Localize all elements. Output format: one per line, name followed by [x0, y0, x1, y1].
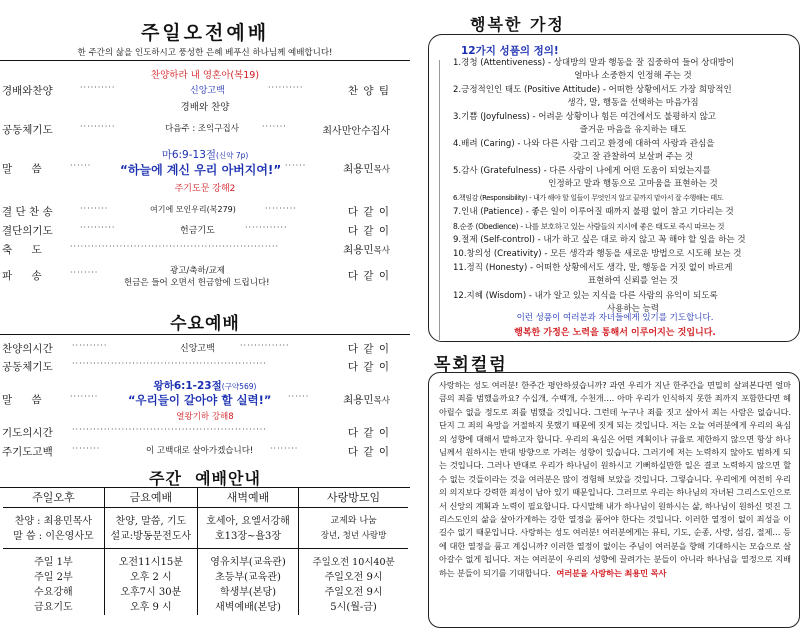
praise-label: 경배와찬양: [2, 85, 53, 97]
schedule-cell: 주일 1부: [34, 557, 73, 568]
schedule-cell: 말 씀 : 이은영사모: [3, 529, 104, 549]
scripture-ref: 마6:9-13절: [161, 149, 217, 161]
schedule-row: [3, 529, 408, 549]
schedule-row: [3, 570, 408, 585]
dotted-leader: ·······················································: [72, 425, 267, 434]
dotted-leader: ······: [70, 161, 92, 170]
wed-pray-label: 기도의시간: [2, 427, 53, 439]
dotted-leader: ··········: [80, 223, 116, 232]
trait-item: 4.배려 (Caring) - 나와 다른 사람 그리고 환경에 대하여 사랑과 관심을 갖고 잘 관찰하여 보살펴 주는 것: [453, 139, 715, 162]
schedule-header: 금요예배: [104, 487, 197, 508]
prayer-mid: 다음주 : 조익구집사: [165, 124, 239, 134]
dotted-leader: ········: [70, 268, 99, 277]
dotted-leader: ·········: [265, 204, 297, 213]
family-closing-blue: 이런 성품이 여러분과 자녀들에게 있기를 기도합니다.: [516, 313, 714, 323]
wed-praise-mid: 신앙고백: [180, 344, 215, 354]
sermon-series: 주기도문 강해2: [174, 184, 236, 194]
decision-prayer-label: 결단의기도: [2, 225, 53, 237]
schedule-cell: 초등부(교육관): [197, 570, 298, 585]
schedule-cell: 새벽예배(본당): [197, 600, 298, 615]
trait-item: 1.경청 (Attentiveness) - 상대방의 말과 행동을 잘 집중하여 들어 상대방이 얼마나 소중한지 인정해 주는 것: [453, 58, 735, 81]
decision-label: 결 단 찬 송: [2, 206, 53, 218]
row-dismissal: [0, 264, 410, 290]
trait-item: 10.창의성 (Creativity) - 모든 생각과 행동을 새로운 방법으로 시도해 보는 것: [453, 249, 742, 259]
column-body: 사랑하는 성도 여러분! 한주간 평안하셨습니까? 과연 우리가 지난 한주간을 면밀히 살펴본다면 얼마큼의 죄를 범했을까요? 수십개, 수백개, 수천개…. 아마 우리가 인식하지 못한 죄까지 포함한다면 헤아릴수 없을 정도로 죄를 범했을 것입니다. 그런데 누구나 죄를 짓고 살아서 죄는 사람은 없습니다. 단지 그 죄의 욕망을 거절하지 못했기 때문에 짓게 되는 것입니다. 저는 오늘 여러분에게 우리의 욕심의 성향에 대해서 말하고자 합니다. 우리의 욕심은 어떤 계획이나 규율로 제한하지 않으면 항상 하나님께서 원하시는 반대 방향으로 가려는 성향이 있습니다. 그러기에 저는 노력하지 않아도 범하게 되는 것입니다. 그러나 반대로 우리가 하나님이 원하시고 기뻐하실만한 일은 결코 노력하지 않으면 할 수 없는 것들이라는 것을 여러분은 많이 경험해 보았을 것입니다. 그렇습니다. 우리에게 여전히 우리의 의지보다 강력한 죄성이 남아 있기 때문입니다. 그러므로 우리는 하나님의 자녀된 그리스도인으로서 신앙의 계획과 노력이 필요합니다. 다시말해 내가 하나님이 원하시는 삶, 하나님이 원하신 멋진 그리스도인의 삶을 살아가게하는 강한 열정을 품어야 한다는 것입니다. 이러한 열정이 없이 죄성을 이길수 없기 때문입니다. 사랑하는 성도 여러분! 여러분에게는 뮤티, 기도, 순종, 사랑, 섬김, 절제… 등 에 대한 열정을 품고 계십니까? 이러한 열정이 없이는 주님이 여러분을 향해 기대하시는 모습으로 살아갈수 없게 됩니다. 저는 여러분이 우리의 성향에 끌려가는 분들이 아니라 하나님을 열정으로 지배하는 분들이 되기를 기대합니다. 여러분을 사랑하는 최용민 목사: [439, 380, 791, 578]
wed-word-label: 말 씀: [2, 394, 50, 406]
row-wed-pray: [0, 425, 410, 439]
trait-item: 8.순종 (Obedience) - 나를 보호하고 있는 사람들의 지시에 좋은 태도로 즉시 따르는 것: [453, 222, 725, 231]
row-decision-hymn: [0, 204, 410, 218]
call-to-worship: 찬양하라 내 영혼아(복19): [150, 70, 260, 81]
prayer-label: 공동체기도: [2, 124, 53, 136]
sunday-worship-intro: 한 주간의 삶을 인도하시고 풍성한 은혜 베푸신 하나님께 예배합니다!: [77, 48, 333, 58]
trait-item: 6.책임감 (Responsibility) - 내가 해야 할 일들이 무엇인지 알고 끝까지 맡아서 잘 수행해는 태도: [453, 194, 724, 202]
schedule-cell: 영유치부(교육관): [197, 549, 298, 571]
divider: [0, 60, 410, 61]
schedule-cell: 호세아, 요엘서강해: [197, 508, 298, 530]
decision-mid: 여기에 모인우리(복279): [150, 205, 236, 214]
schedule-cell: 오후 9 시: [104, 600, 197, 615]
wed-sermon-title: “우리들이 갈아야 할 실력!”: [128, 393, 272, 407]
schedule-cell: 주일오전 9시: [299, 585, 408, 600]
row-lords-prayer: [0, 444, 410, 458]
dotted-leader: ············: [245, 223, 288, 232]
row-decision-prayer: [0, 223, 410, 237]
wed-prayer-label: 공동체기도: [2, 361, 53, 373]
dotted-leader: ·······: [262, 122, 287, 131]
dotted-leader: ······: [285, 161, 307, 170]
wed-praise-label: 찬양의시간: [2, 343, 53, 355]
blessing-label: 축 도: [2, 244, 50, 256]
lords-label: 주기도고백: [2, 446, 53, 458]
schedule-table: [3, 487, 408, 615]
schedule-row: [3, 549, 408, 571]
dismiss-label: 파 송: [2, 270, 50, 282]
schedule-header: 사랑방모임: [299, 487, 408, 508]
schedule-row: [3, 585, 408, 600]
trait-item: 9.절제 (Self-control) - 내가 하고 싶은 대로 하지 않고 꼭 해야 할 일을 하는 것: [453, 235, 746, 245]
lords-mid: 이 고백대로 살아가겠습니다!: [146, 446, 254, 456]
row-wed-sermon: [0, 392, 410, 410]
prayer-right: 최사만안수집사: [322, 126, 390, 137]
row-benediction: [0, 242, 410, 256]
dotted-leader: ··········: [268, 83, 304, 92]
schedule-cell: 장년, 청년 사랑방: [299, 529, 408, 549]
word-label: 말 씀: [2, 163, 50, 175]
sermon-title: “하늘에 계신 우리 아버지여!”: [120, 163, 282, 177]
dismiss-mid1: 광고/축하/교제: [170, 266, 225, 276]
dismiss-mid2: 헌금은 들어 오면서 헌금함에 드립니다!: [124, 278, 270, 288]
column-box: [428, 372, 800, 628]
schedule-cell: 주일오전 10시40분: [299, 549, 408, 571]
praise-mid: 신앙고백: [190, 86, 225, 96]
family-closing-red: 행복한 가정은 노력을 통해서 이루어지는 것입니다.: [514, 328, 716, 338]
wednesday-title: 수요예배: [170, 314, 240, 334]
trait-item: 7.인내 (Patience) - 좋은 일이 이루어질 때까지 불평 없이 참고 기다리는 것: [453, 207, 734, 217]
column-title: 목회컬럼: [434, 355, 508, 375]
dotted-leader: ········: [72, 444, 101, 453]
margin-line: [439, 60, 440, 340]
row-praise: [0, 83, 410, 97]
dotted-leader: ········: [70, 392, 99, 401]
lords-right: 다 같 이: [347, 446, 390, 458]
schedule-cell: 오후 2 시: [104, 570, 197, 585]
wed-scripture-line: [0, 378, 410, 393]
wed-prayer-right: 다 같 이: [347, 361, 390, 373]
row-sermon: [0, 161, 410, 179]
row-wed-praise: [0, 341, 410, 355]
wed-scripture-page: (구약569): [221, 382, 257, 391]
scripture-page: (신약 7p): [216, 151, 249, 160]
wed-pray-right: 다 같 이: [347, 427, 390, 439]
schedule-cell: 5시(월-금): [299, 600, 408, 615]
praise-right: 찬 양 팀: [347, 85, 390, 97]
scripture-line: [0, 147, 410, 162]
schedule-cell: 오전11시15분: [104, 549, 197, 571]
schedule-cell: 오후7시 30분: [104, 585, 197, 600]
praise-sub: 경배와 찬양: [180, 102, 230, 113]
schedule-cell: 주일오전 9시: [299, 570, 408, 585]
right-column: [420, 0, 804, 634]
trait-item: 11.정직 (Honesty) - 어떠한 상황에서도 생각, 말, 행동을 거짓 없이 바르게 표현하여 신뢰를 얻는 것: [453, 263, 733, 286]
schedule-cell: 주일 2부: [34, 572, 73, 583]
schedule-cell: 설교:방동문전도사: [104, 529, 197, 549]
family-heading: 12가지 성품의 정의!: [461, 45, 559, 57]
wed-series: 열왕기하 강해8: [176, 412, 234, 422]
wed-preacher: 최용민목사: [343, 394, 390, 406]
trait-item: 3.기쁨 (Joyfulness) - 어려운 상황이나 힘든 여건에서도 불평하지 않고 즐거운 마음을 유지하는 태도: [453, 112, 717, 135]
row-community-prayer: [0, 122, 410, 136]
family-title: 행복한 가정: [470, 15, 565, 34]
schedule-row: [3, 600, 408, 615]
wed-praise-right: 다 같 이: [347, 343, 390, 355]
dotted-leader: ···························································: [70, 242, 280, 251]
trait-item: 5.감사 (Gratefulness) - 다른 사람이 나에게 어떤 도움이 되었는지를 인정하고 말과 행동으로 고마움을 표현하는 것: [453, 166, 718, 189]
dotted-leader: ·······················································: [72, 359, 267, 368]
wed-scripture-ref: 왕하6:1-23절: [153, 380, 222, 392]
column-signature: 여러분을 사랑하는 최용민 목사: [556, 567, 667, 578]
schedule-cell: 찬양, 말씀, 기도: [104, 508, 197, 530]
decision-prayer-right: 다 같 이: [347, 225, 390, 237]
schedule-row: [3, 508, 408, 530]
family-box: [428, 34, 800, 342]
schedule-cell: 금요기도: [34, 602, 73, 613]
dismiss-right: 다 같 이: [347, 270, 390, 282]
schedule-cell: 학생부(본당): [197, 585, 298, 600]
dotted-leader: ········: [270, 444, 299, 453]
trait-item: 12.지혜 (Wisdom) - 내가 알고 있는 지식을 다른 사람의 유익이 되도록 사용하는 능력: [453, 291, 718, 314]
schedule-cell: 호13장~욜3장: [197, 529, 298, 549]
dotted-leader: ··············: [240, 341, 290, 350]
sermon-preacher: 최용민목사: [343, 163, 390, 175]
schedule-header-row: [3, 487, 408, 508]
schedule-cell: 찬양 : 최용민목사: [14, 516, 93, 527]
decision-right: 다 같 이: [347, 206, 390, 218]
schedule-cell: 교제와 나눔: [299, 508, 408, 530]
blessing-right: 최용민목사: [343, 244, 390, 256]
dotted-leader: ··········: [80, 83, 116, 92]
dotted-leader: ··········: [72, 341, 108, 350]
divider: [0, 334, 410, 335]
dotted-leader: ······: [288, 392, 310, 401]
dotted-leader: ········: [80, 204, 109, 213]
schedule-header: 주일오후: [3, 487, 104, 508]
decision-prayer-mid: 헌금기도: [180, 226, 215, 236]
dotted-leader: ··········: [80, 122, 116, 131]
trait-item: 2.긍정적인인 태도 (Positive Attitude) - 어떠한 상황에서도 가장 희망적인 생각, 말, 행동을 선택하는 마음가짐: [453, 85, 732, 108]
sunday-worship-title: 주일오전예배: [140, 22, 270, 44]
schedule-header: 새벽예배: [197, 487, 298, 508]
row-wed-prayer: [0, 359, 410, 373]
schedule-title: 주간 예배안내: [149, 469, 261, 488]
schedule-cell: 수요강해: [34, 587, 73, 598]
